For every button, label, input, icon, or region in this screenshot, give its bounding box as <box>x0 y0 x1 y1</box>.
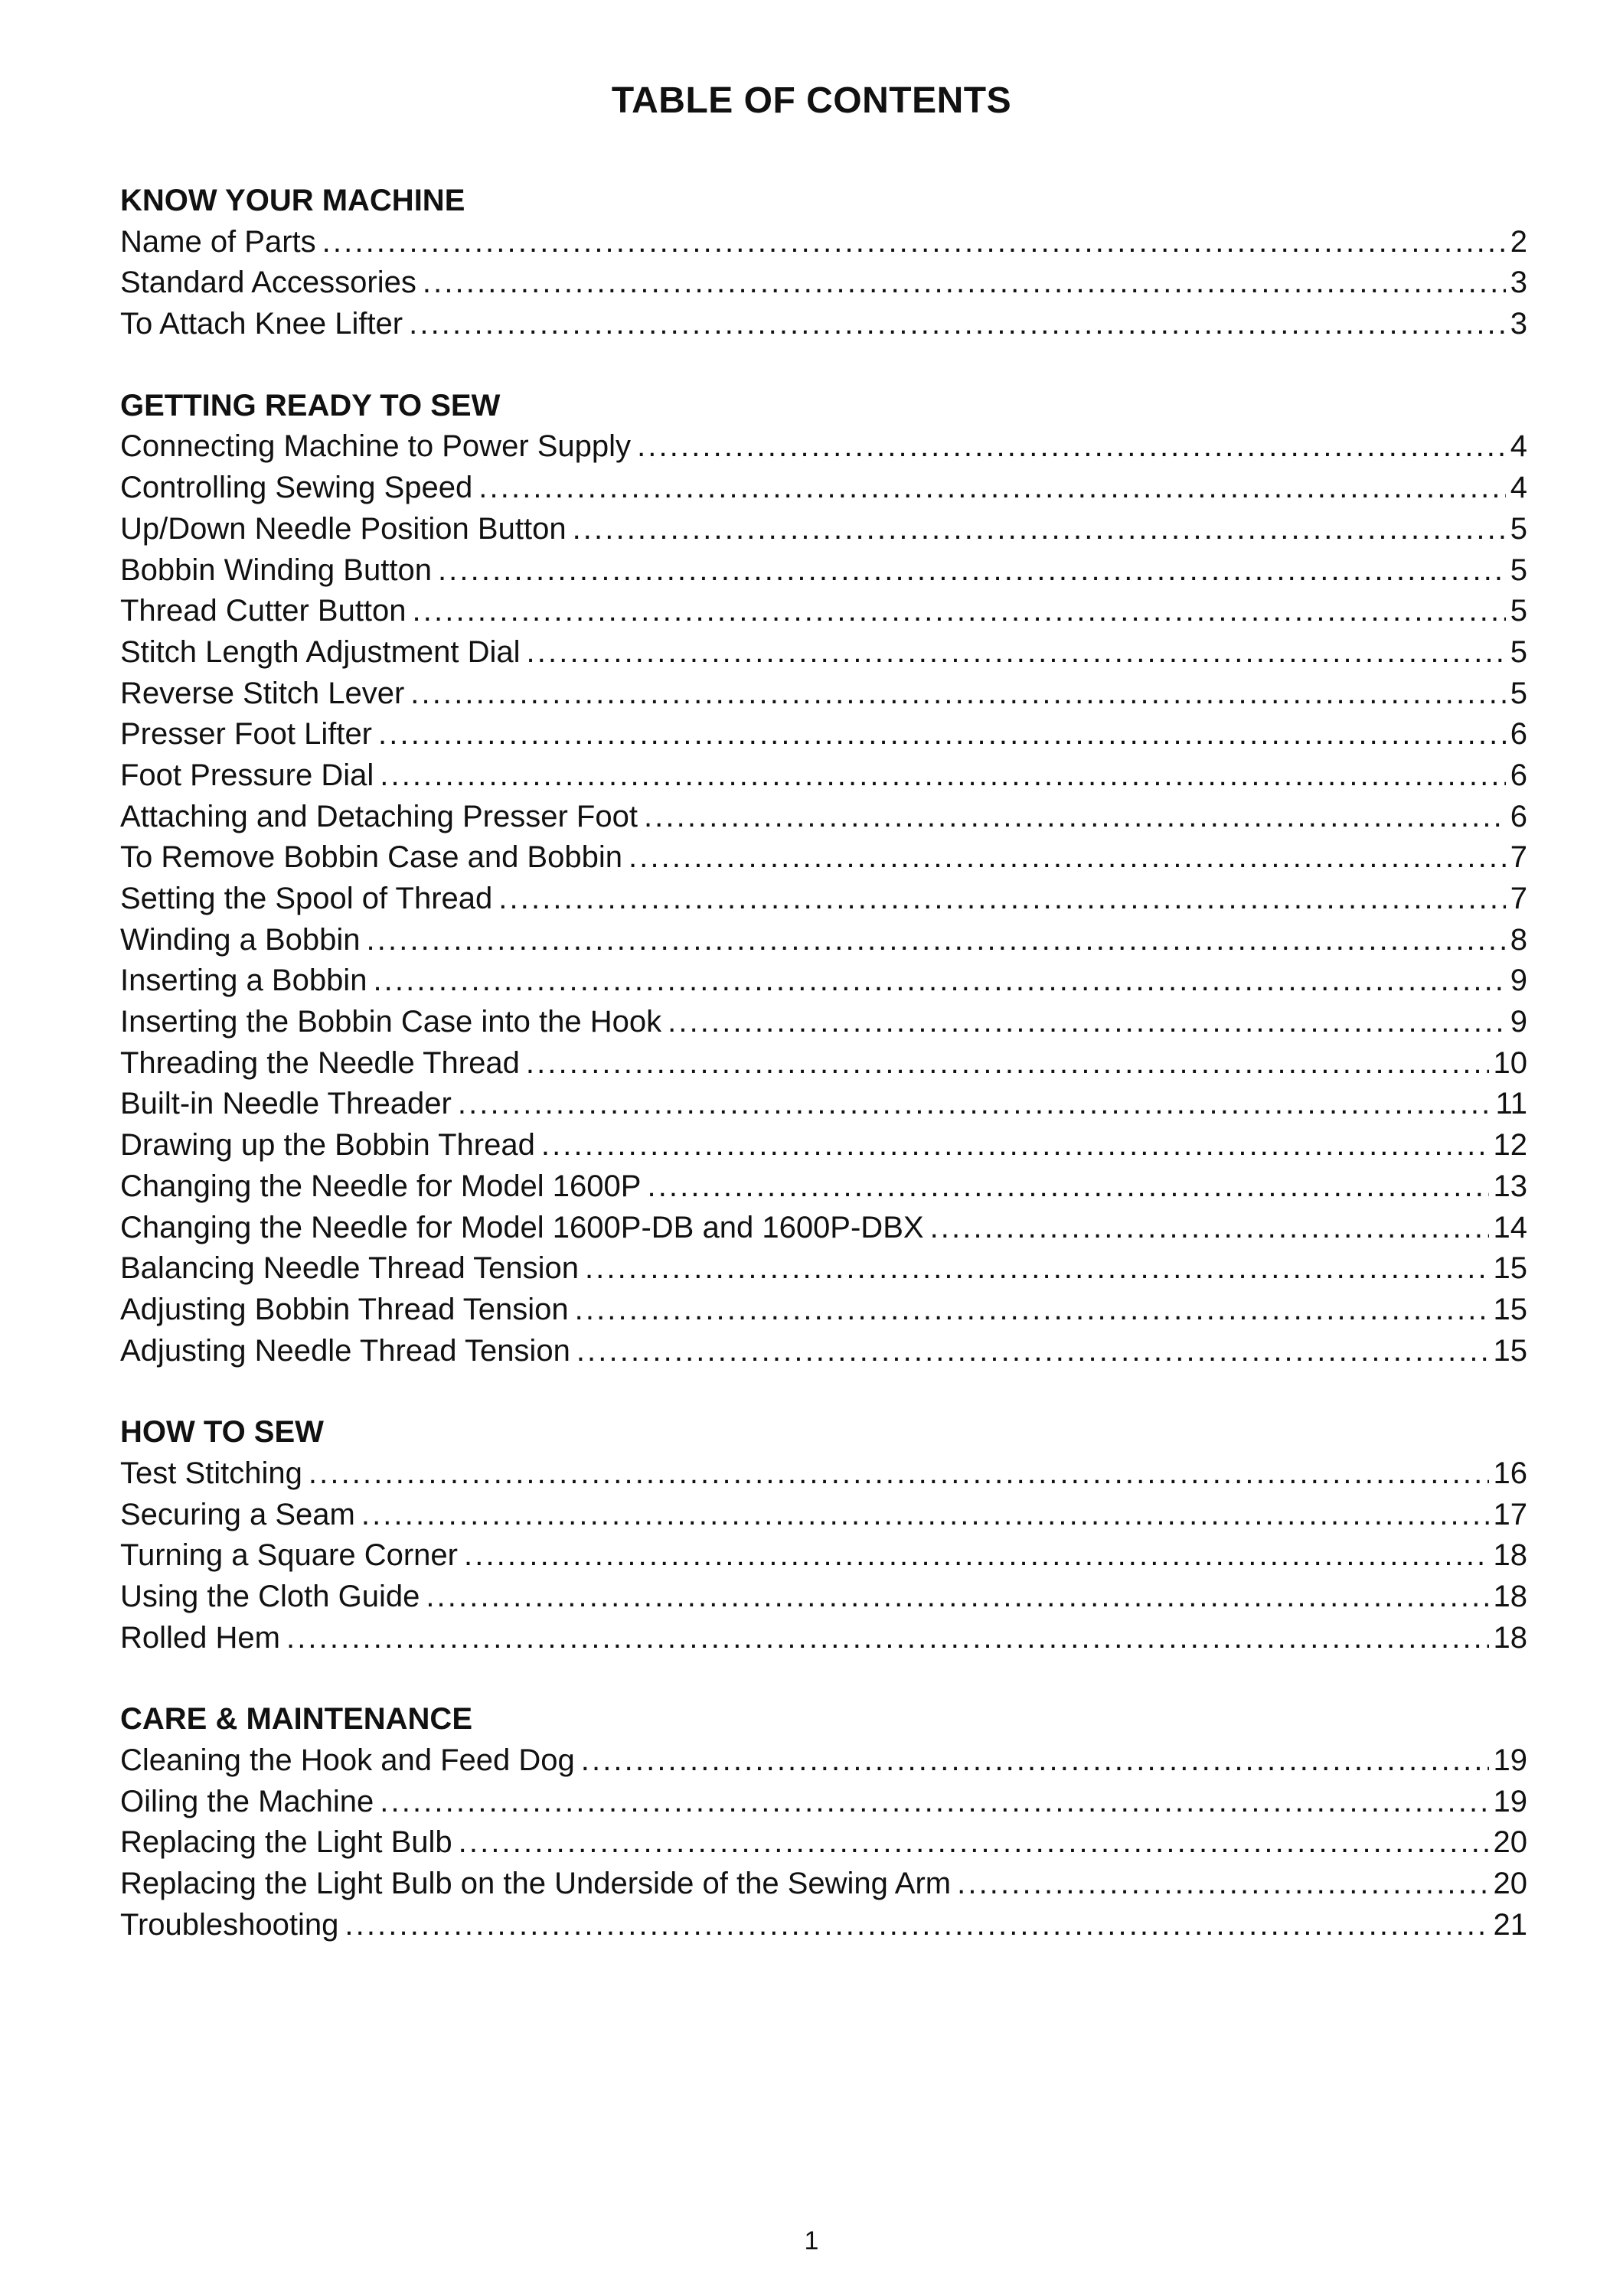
toc-entry-page: 18 <box>1493 1620 1527 1655</box>
toc-entry-page: 6 <box>1510 758 1527 792</box>
toc-entry[interactable] <box>120 1331 1527 1372</box>
toc-entry[interactable] <box>120 1864 1527 1905</box>
toc-entry[interactable] <box>120 426 1527 468</box>
toc-entry-label: Reverse Stitch Lever <box>120 676 405 710</box>
toc-entry-label: Replacing the Light Bulb on the Underside of the Sewing Arm <box>120 1867 952 1901</box>
dot-leader <box>930 1208 1489 1249</box>
toc-entry-page: 5 <box>1510 676 1527 710</box>
toc-entry-page: 13 <box>1493 1169 1527 1203</box>
dot-leader <box>373 960 1505 1002</box>
toc-entry-page: 7 <box>1510 840 1527 875</box>
dot-leader <box>361 1495 1489 1536</box>
toc-entry[interactable] <box>120 879 1527 920</box>
toc-entry-page: 11 <box>1495 1087 1527 1121</box>
toc-entry[interactable] <box>120 1905 1527 1946</box>
toc-entry-label: Controlling Sewing Speed <box>120 471 473 505</box>
toc-entry-page: 3 <box>1510 307 1527 341</box>
toc-entry[interactable] <box>120 837 1527 879</box>
dot-leader <box>345 1905 1488 1946</box>
dot-leader <box>380 1782 1488 1823</box>
toc-entry[interactable] <box>120 1248 1527 1290</box>
dot-leader <box>409 304 1506 345</box>
toc-entry-label: Adjusting Needle Thread Tension <box>120 1333 570 1368</box>
dot-leader <box>573 509 1506 550</box>
toc-section <box>120 181 1527 345</box>
section-title: HOW TO SEW <box>120 1415 324 1450</box>
toc-entry-label: Up/Down Needle Position Button <box>120 511 567 546</box>
dot-leader <box>576 1331 1489 1372</box>
toc-entry-page: 15 <box>1493 1292 1527 1326</box>
toc-entry[interactable] <box>120 304 1527 345</box>
dot-leader <box>309 1453 1489 1495</box>
toc-entry-label: Stitch Length Adjustment Dial <box>120 634 521 669</box>
toc-section <box>120 1699 1527 1945</box>
toc-entry-page: 10 <box>1493 1045 1527 1080</box>
toc-entry-label: Threading the Needle Thread <box>120 1045 520 1080</box>
section-title: GETTING READY TO SEW <box>120 388 501 422</box>
dot-leader <box>668 1002 1506 1043</box>
table-of-contents <box>120 181 1527 1987</box>
toc-entry-label: Cleaning the Hook and Feed Dog <box>120 1743 575 1778</box>
toc-entry-label: Changing the Needle for Model 1600P <box>120 1169 642 1203</box>
toc-entry-page: 3 <box>1510 266 1527 300</box>
dot-leader <box>286 1618 1489 1659</box>
toc-entry[interactable] <box>120 1125 1527 1166</box>
toc-entry-label: Oiling the Machine <box>120 1784 374 1818</box>
toc-entry-label: Built-in Needle Threader <box>120 1087 452 1121</box>
toc-entry-page: 5 <box>1510 553 1527 587</box>
toc-entry[interactable] <box>120 1495 1527 1536</box>
toc-entry-label: Drawing up the Bobbin Thread <box>120 1128 535 1163</box>
toc-entry-page: 4 <box>1510 429 1527 464</box>
toc-entry-label: Name of Parts <box>120 224 316 259</box>
dot-leader <box>527 632 1506 673</box>
toc-entry-label: Inserting a Bobbin <box>120 964 367 998</box>
toc-entry[interactable] <box>120 797 1527 838</box>
toc-entry-label: Standard Accessories <box>120 266 416 300</box>
toc-entry-page: 20 <box>1493 1867 1527 1901</box>
dot-leader <box>438 550 1506 592</box>
toc-entry[interactable] <box>120 1453 1527 1495</box>
toc-entry-page: 18 <box>1493 1580 1527 1613</box>
toc-section <box>120 1412 1527 1658</box>
toc-entry-label: Connecting Machine to Power Supply <box>120 429 632 464</box>
section-title: KNOW YOUR MACHINE <box>120 184 465 217</box>
toc-entry-page: 14 <box>1493 1210 1527 1244</box>
toc-entry-label: Bobbin Winding Button <box>120 553 432 587</box>
toc-entry[interactable] <box>120 1618 1527 1659</box>
toc-entry[interactable] <box>120 1084 1527 1125</box>
toc-entry-label: Using the Cloth Guide <box>120 1580 420 1613</box>
toc-entry[interactable] <box>120 1782 1527 1823</box>
toc-entry-label: Replacing the Light Bulb <box>120 1825 452 1860</box>
toc-entry-label: Rolled Hem <box>120 1620 280 1655</box>
dot-leader <box>526 1043 1489 1084</box>
toc-entry[interactable] <box>120 468 1527 509</box>
toc-entry-page: 5 <box>1510 511 1527 546</box>
dot-leader <box>367 920 1506 961</box>
toc-entry[interactable] <box>120 960 1527 1002</box>
dot-leader <box>380 755 1506 797</box>
toc-entry-label: Changing the Needle for Model 1600P-DB and 1600P-DBX <box>120 1210 924 1244</box>
toc-entry[interactable] <box>120 1290 1527 1331</box>
toc-entry-label: Thread Cutter Button <box>120 594 407 628</box>
dot-leader <box>423 263 1506 304</box>
toc-entry-label: Turning a Square Corner <box>120 1538 458 1573</box>
toc-entry[interactable] <box>120 1740 1527 1782</box>
toc-entry-label: Presser Foot Lifter <box>120 717 373 752</box>
toc-entry-page: 6 <box>1510 799 1527 833</box>
toc-entry[interactable] <box>120 1577 1527 1618</box>
toc-entry-page: 6 <box>1510 717 1527 752</box>
toc-entry[interactable] <box>120 263 1527 304</box>
toc-entry-label: Securing a Seam <box>120 1497 355 1531</box>
toc-entry-page: 9 <box>1510 1005 1527 1039</box>
section-title: CARE & MAINTENANCE <box>120 1702 472 1737</box>
toc-entry[interactable] <box>120 1822 1527 1864</box>
toc-entry[interactable] <box>120 222 1527 263</box>
toc-entry-page: 2 <box>1510 224 1527 259</box>
toc-section <box>120 386 1527 1372</box>
toc-entry-label: Attaching and Detaching Presser Foot <box>120 799 638 833</box>
toc-entry-page: 12 <box>1493 1128 1527 1163</box>
dot-leader <box>478 468 1505 509</box>
dot-leader <box>957 1864 1488 1905</box>
toc-entry-label: Setting the Spool of Thread <box>120 882 493 915</box>
toc-entry-page: 5 <box>1510 634 1527 669</box>
dot-leader <box>458 1084 1491 1125</box>
toc-entry[interactable] <box>120 1002 1527 1043</box>
toc-entry-page: 20 <box>1493 1825 1527 1860</box>
dot-leader <box>629 837 1506 879</box>
toc-entry-page: 18 <box>1493 1538 1527 1573</box>
toc-entry-page: 5 <box>1510 594 1527 628</box>
toc-entry-label: Troubleshooting <box>120 1907 339 1942</box>
toc-entry[interactable] <box>120 714 1527 755</box>
toc-entry-label: Adjusting Bobbin Thread Tension <box>120 1292 569 1326</box>
toc-entry-page: 19 <box>1493 1743 1527 1778</box>
toc-entry[interactable] <box>120 673 1527 715</box>
toc-entry-page: 21 <box>1493 1907 1527 1942</box>
toc-entry[interactable] <box>120 1043 1527 1084</box>
toc-entry-label: Inserting the Bobbin Case into the Hook <box>120 1005 662 1039</box>
dot-leader <box>464 1535 1489 1577</box>
toc-entry-label: To Attach Knee Lifter <box>120 307 403 341</box>
toc-entry-page: 7 <box>1510 882 1527 915</box>
page-number: 1 <box>804 2226 819 2255</box>
toc-entry-page: 15 <box>1493 1251 1527 1286</box>
dot-leader <box>581 1740 1489 1782</box>
toc-entry-label: Balancing Needle Thread Tension <box>120 1251 579 1286</box>
toc-entry-page: 19 <box>1493 1784 1527 1818</box>
dot-leader <box>541 1125 1489 1166</box>
dot-leader <box>322 222 1506 263</box>
toc-entry-label: Winding a Bobbin <box>120 922 361 957</box>
dot-leader <box>498 879 1505 920</box>
toc-entry[interactable] <box>120 920 1527 961</box>
toc-entry[interactable] <box>120 550 1527 592</box>
toc-entry[interactable] <box>120 1166 1527 1208</box>
toc-entry[interactable] <box>120 509 1527 550</box>
toc-entry-page: 15 <box>1493 1333 1527 1368</box>
dot-leader <box>410 673 1505 715</box>
toc-entry-label: Test Stitching <box>120 1456 302 1490</box>
toc-entry-page: 17 <box>1493 1497 1527 1531</box>
toc-entry-page: 8 <box>1510 922 1527 957</box>
dot-leader <box>647 1166 1488 1208</box>
toc-entry[interactable] <box>120 632 1527 673</box>
dot-leader <box>413 591 1506 632</box>
toc-entry-label: To Remove Bobbin Case and Bobbin <box>120 840 622 875</box>
page-title: TABLE OF CONTENTS <box>611 80 1012 121</box>
toc-entry-page: 4 <box>1510 471 1527 505</box>
dot-leader <box>378 714 1506 755</box>
toc-entry[interactable] <box>120 1208 1527 1249</box>
toc-entry[interactable] <box>120 1535 1527 1577</box>
dot-leader <box>426 1577 1488 1618</box>
dot-leader <box>585 1248 1489 1290</box>
toc-entry[interactable] <box>120 755 1527 797</box>
dot-leader <box>459 1822 1489 1864</box>
dot-leader <box>637 426 1506 468</box>
toc-entry[interactable] <box>120 591 1527 632</box>
toc-entry-page: 9 <box>1510 964 1527 998</box>
dot-leader <box>644 797 1506 838</box>
toc-entry-page: 16 <box>1493 1456 1527 1490</box>
dot-leader <box>575 1290 1489 1331</box>
toc-entry-label: Foot Pressure Dial <box>120 758 374 792</box>
